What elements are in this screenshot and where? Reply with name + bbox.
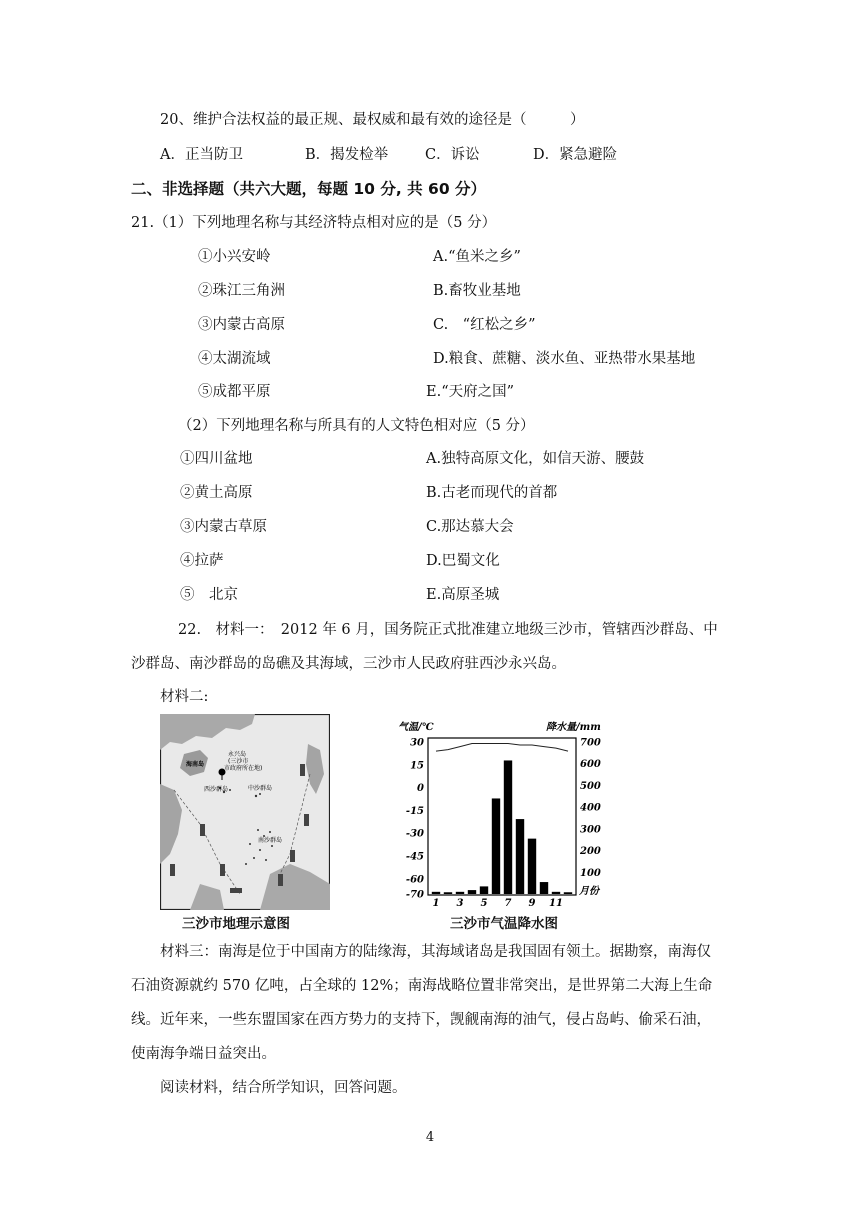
sansha-map (160, 714, 330, 910)
q21-part2-stem: （2）下列地理名称与所具有的人文特色相对应（5 分） (178, 418, 535, 434)
right-tick-label: 700 (580, 737, 601, 749)
climate-chart (396, 718, 616, 908)
right-tick-label: 200 (580, 846, 601, 858)
q20-option-b: B．揭发检举 (305, 147, 389, 163)
q22-material2-label: 材料二: (160, 689, 209, 705)
left-tick-label: -45 (405, 851, 424, 863)
precip-bar-5 (480, 886, 488, 894)
precip-bar-10 (540, 882, 548, 894)
q20-option-d: D．紧急避险 (533, 147, 618, 163)
precip-bar-11 (552, 892, 560, 894)
q22-instruction: 阅读材料，结合所学知识，回答问题。 (160, 1080, 407, 1096)
q20-option-a: A．正当防卫 (160, 147, 243, 163)
q21-p2-left-3: ③内蒙古草原 (180, 519, 267, 535)
precip-bar-6 (492, 798, 500, 894)
right-tick-label: 400 (580, 802, 601, 814)
label-yongxing: 永兴岛 (228, 751, 247, 758)
q22-material3-line2: 石油资源就约 570 亿吨，占全球的 12%；南海战略位置非常突出，是世界第二大海上生命 (131, 978, 713, 994)
chart-caption: 三沙市气温降水图 (450, 916, 558, 932)
precip-bar-9 (528, 839, 536, 894)
right-tick-label: 100 (580, 867, 601, 879)
label-yongxing-3: 市政府所在地) (224, 765, 263, 772)
left-tick-label: -30 (405, 828, 424, 840)
q21-p1-left-1: ①小兴安岭 (198, 249, 271, 265)
x-tick-label: 1 (432, 898, 440, 908)
q21-p1-left-3: ③内蒙古高原 (198, 317, 285, 333)
q21-p2-left-4: ④拉萨 (180, 553, 224, 569)
q20-stem: 20、维护合法权益的最正规、最权威和最有效的途径是（ ） (160, 112, 585, 128)
label-zhongsha: 中沙群岛 (248, 785, 273, 792)
q22-material1-line2: 沙群岛、南沙群岛的岛礁及其海域，三沙市人民政府驻西沙永兴岛。 (131, 656, 566, 672)
q21-p1-right-1: A.“鱼米之乡” (433, 249, 521, 265)
label-nansha: 南沙群岛 (258, 837, 283, 844)
x-tick-label: 9 (528, 898, 536, 908)
page-number: 4 (425, 1130, 435, 1145)
precip-bar-1 (432, 892, 440, 894)
left-tick-label: 30 (410, 737, 424, 749)
q21-p1-right-2: B.畜牧业基地 (433, 283, 521, 299)
right-axis-label: 降水量/mm (546, 722, 601, 733)
left-tick-label: 0 (417, 783, 424, 795)
precip-bar-7 (504, 760, 512, 894)
x-tick-label: 5 (480, 898, 488, 908)
left-tick-label: -15 (405, 805, 424, 817)
label-yongxing-2: (三沙市 (228, 758, 249, 765)
q21-p2-right-2: B.古老而现代的首都 (426, 485, 558, 501)
x-tick-label: 11 (549, 898, 563, 908)
q21-p1-right-4: D.粮食、蔗糖、淡水鱼、亚热带水果基地 (433, 351, 696, 367)
q21-p1-left-2: ②珠江三角洲 (198, 283, 285, 299)
q21-p2-right-5: E.高原圣城 (426, 587, 500, 603)
q21-p2-right-1: A.独特高原文化，如信天游、腰鼓 (426, 451, 645, 467)
precip-bar-12 (564, 892, 572, 894)
q22-material3-line4: 使南海争端日益突出。 (131, 1046, 276, 1062)
q22-material3-line3: 线。近年来，一些东盟国家在西方势力的支持下，觊觎南海的油气，侵占岛屿、偷采石油， (131, 1012, 711, 1028)
label-xisha: 西沙群岛 (204, 786, 229, 793)
precip-bar-8 (516, 819, 524, 894)
map-caption: 三沙市地理示意图 (182, 916, 290, 932)
temperature-line (436, 744, 568, 752)
right-tick-label: 500 (580, 780, 601, 792)
q21-p2-left-2: ②黄土高原 (180, 485, 253, 501)
q21-p1-left-4: ④太湖流域 (198, 351, 271, 367)
q21-p2-left-1: ①四川盆地 (180, 451, 253, 467)
left-tick-label: -70 (405, 889, 424, 901)
q21-p2-right-3: C.那达慕大会 (426, 519, 514, 535)
q21-part1-stem: 21.（1）下列地理名称与其经济特点相对应的是（5 分） (131, 215, 497, 231)
q22-material1-line1: 22. 材料一： 2012 年 6 月，国务院正式批准建立地级三沙市，管辖西沙群岛、中 (178, 622, 718, 638)
precip-bar-2 (444, 892, 452, 894)
x-axis-label: 月份 (579, 886, 599, 897)
plot-frame (428, 738, 576, 895)
q21-p1-right-5: E.“天府之国” (426, 384, 515, 400)
label-hainan: 海南岛 (186, 761, 205, 768)
left-axis-label: 气温/℃ (398, 722, 434, 733)
right-tick-label: 600 (580, 759, 601, 771)
q21-p1-right-3: C. “红松之乡” (433, 317, 536, 333)
q21-p2-left-5: ⑤ 北京 (180, 587, 238, 603)
precip-bar-4 (468, 890, 476, 894)
q20-option-c: C．诉讼 (425, 147, 480, 163)
precip-bar-3 (456, 892, 464, 894)
x-tick-label: 3 (456, 898, 464, 908)
q22-material3-line1: 材料三：南海是位于中国南方的陆缘海，其海域诸岛是我国固有领土。据勘察，南海仅 (160, 944, 711, 960)
right-tick-label: 300 (580, 824, 601, 836)
left-tick-label: -60 (405, 874, 424, 886)
q21-p2-right-4: D.巴蜀文化 (426, 553, 500, 569)
section-2-title: 二、非选择题（共六大题，每题 10 分, 共 60 分） (131, 180, 487, 198)
left-tick-label: 15 (410, 760, 424, 772)
x-tick-label: 7 (504, 898, 512, 908)
q21-p1-left-5: ⑤成都平原 (198, 384, 271, 400)
